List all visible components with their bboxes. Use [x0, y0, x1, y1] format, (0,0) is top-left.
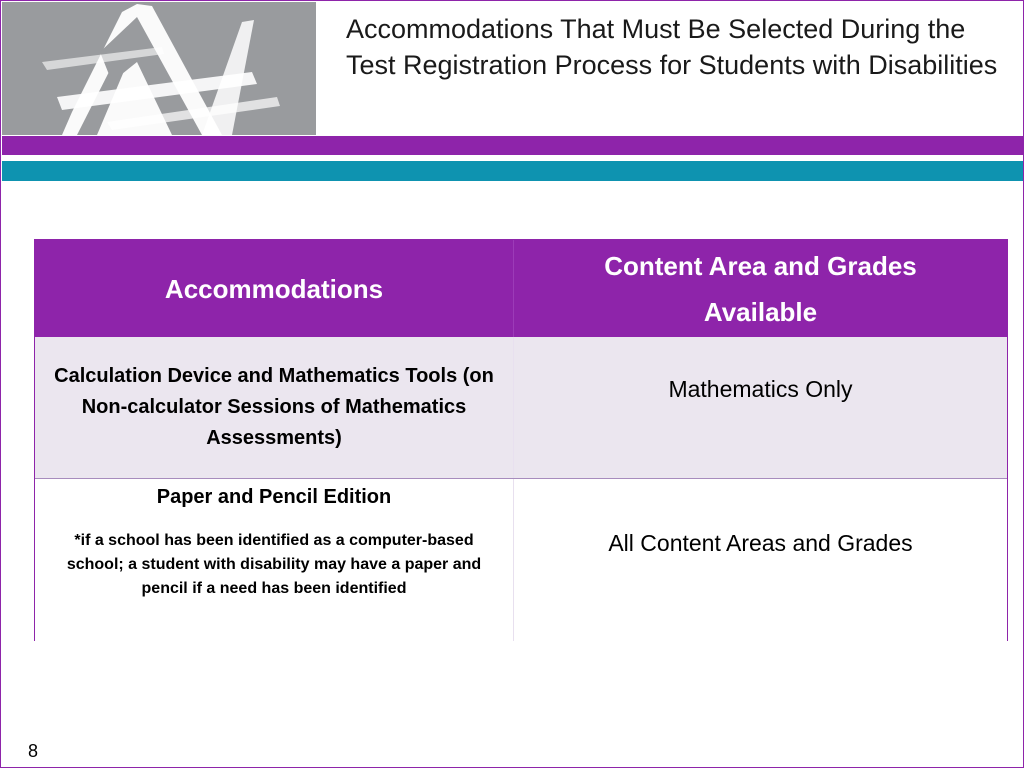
brush-a-logo-icon: [2, 2, 316, 135]
header-content-area: [514, 240, 1007, 337]
accommodations-table: [34, 239, 1008, 641]
page-number: 8: [28, 741, 39, 761]
teal-divider-bar: [2, 161, 1023, 181]
availability-cell: All Content Areas and Grades: [608, 529, 913, 556]
accommodation-cell: [35, 337, 514, 478]
table-row: [35, 337, 1007, 479]
purple-divider-bar: [2, 136, 1023, 155]
accommodation-label: Calculation Device and Mathematics Tools (on Non-calculator Sessions of Mathematics Assessments): [54, 365, 494, 449]
header-accommodations: Accommodations: [35, 240, 514, 337]
accommodation-label: Paper and Pencil Edition: [156, 486, 392, 508]
slide-title: Accommodations That Must Be Selected During the Test Registration Process for Students with Disabilities: [346, 14, 998, 80]
availability-cell: Mathematics Only: [668, 376, 853, 402]
logo: [2, 2, 316, 135]
table-header-row: [35, 240, 1007, 337]
accommodation-note: *if a school has been identified as a computer-based school; a student with disability may have a paper and pencil if a need has been identified: [66, 532, 482, 597]
table-row: [35, 479, 1007, 641]
header-content-area-label: Content Area and Grades Available: [604, 250, 917, 327]
accommodation-cell: [35, 479, 514, 641]
